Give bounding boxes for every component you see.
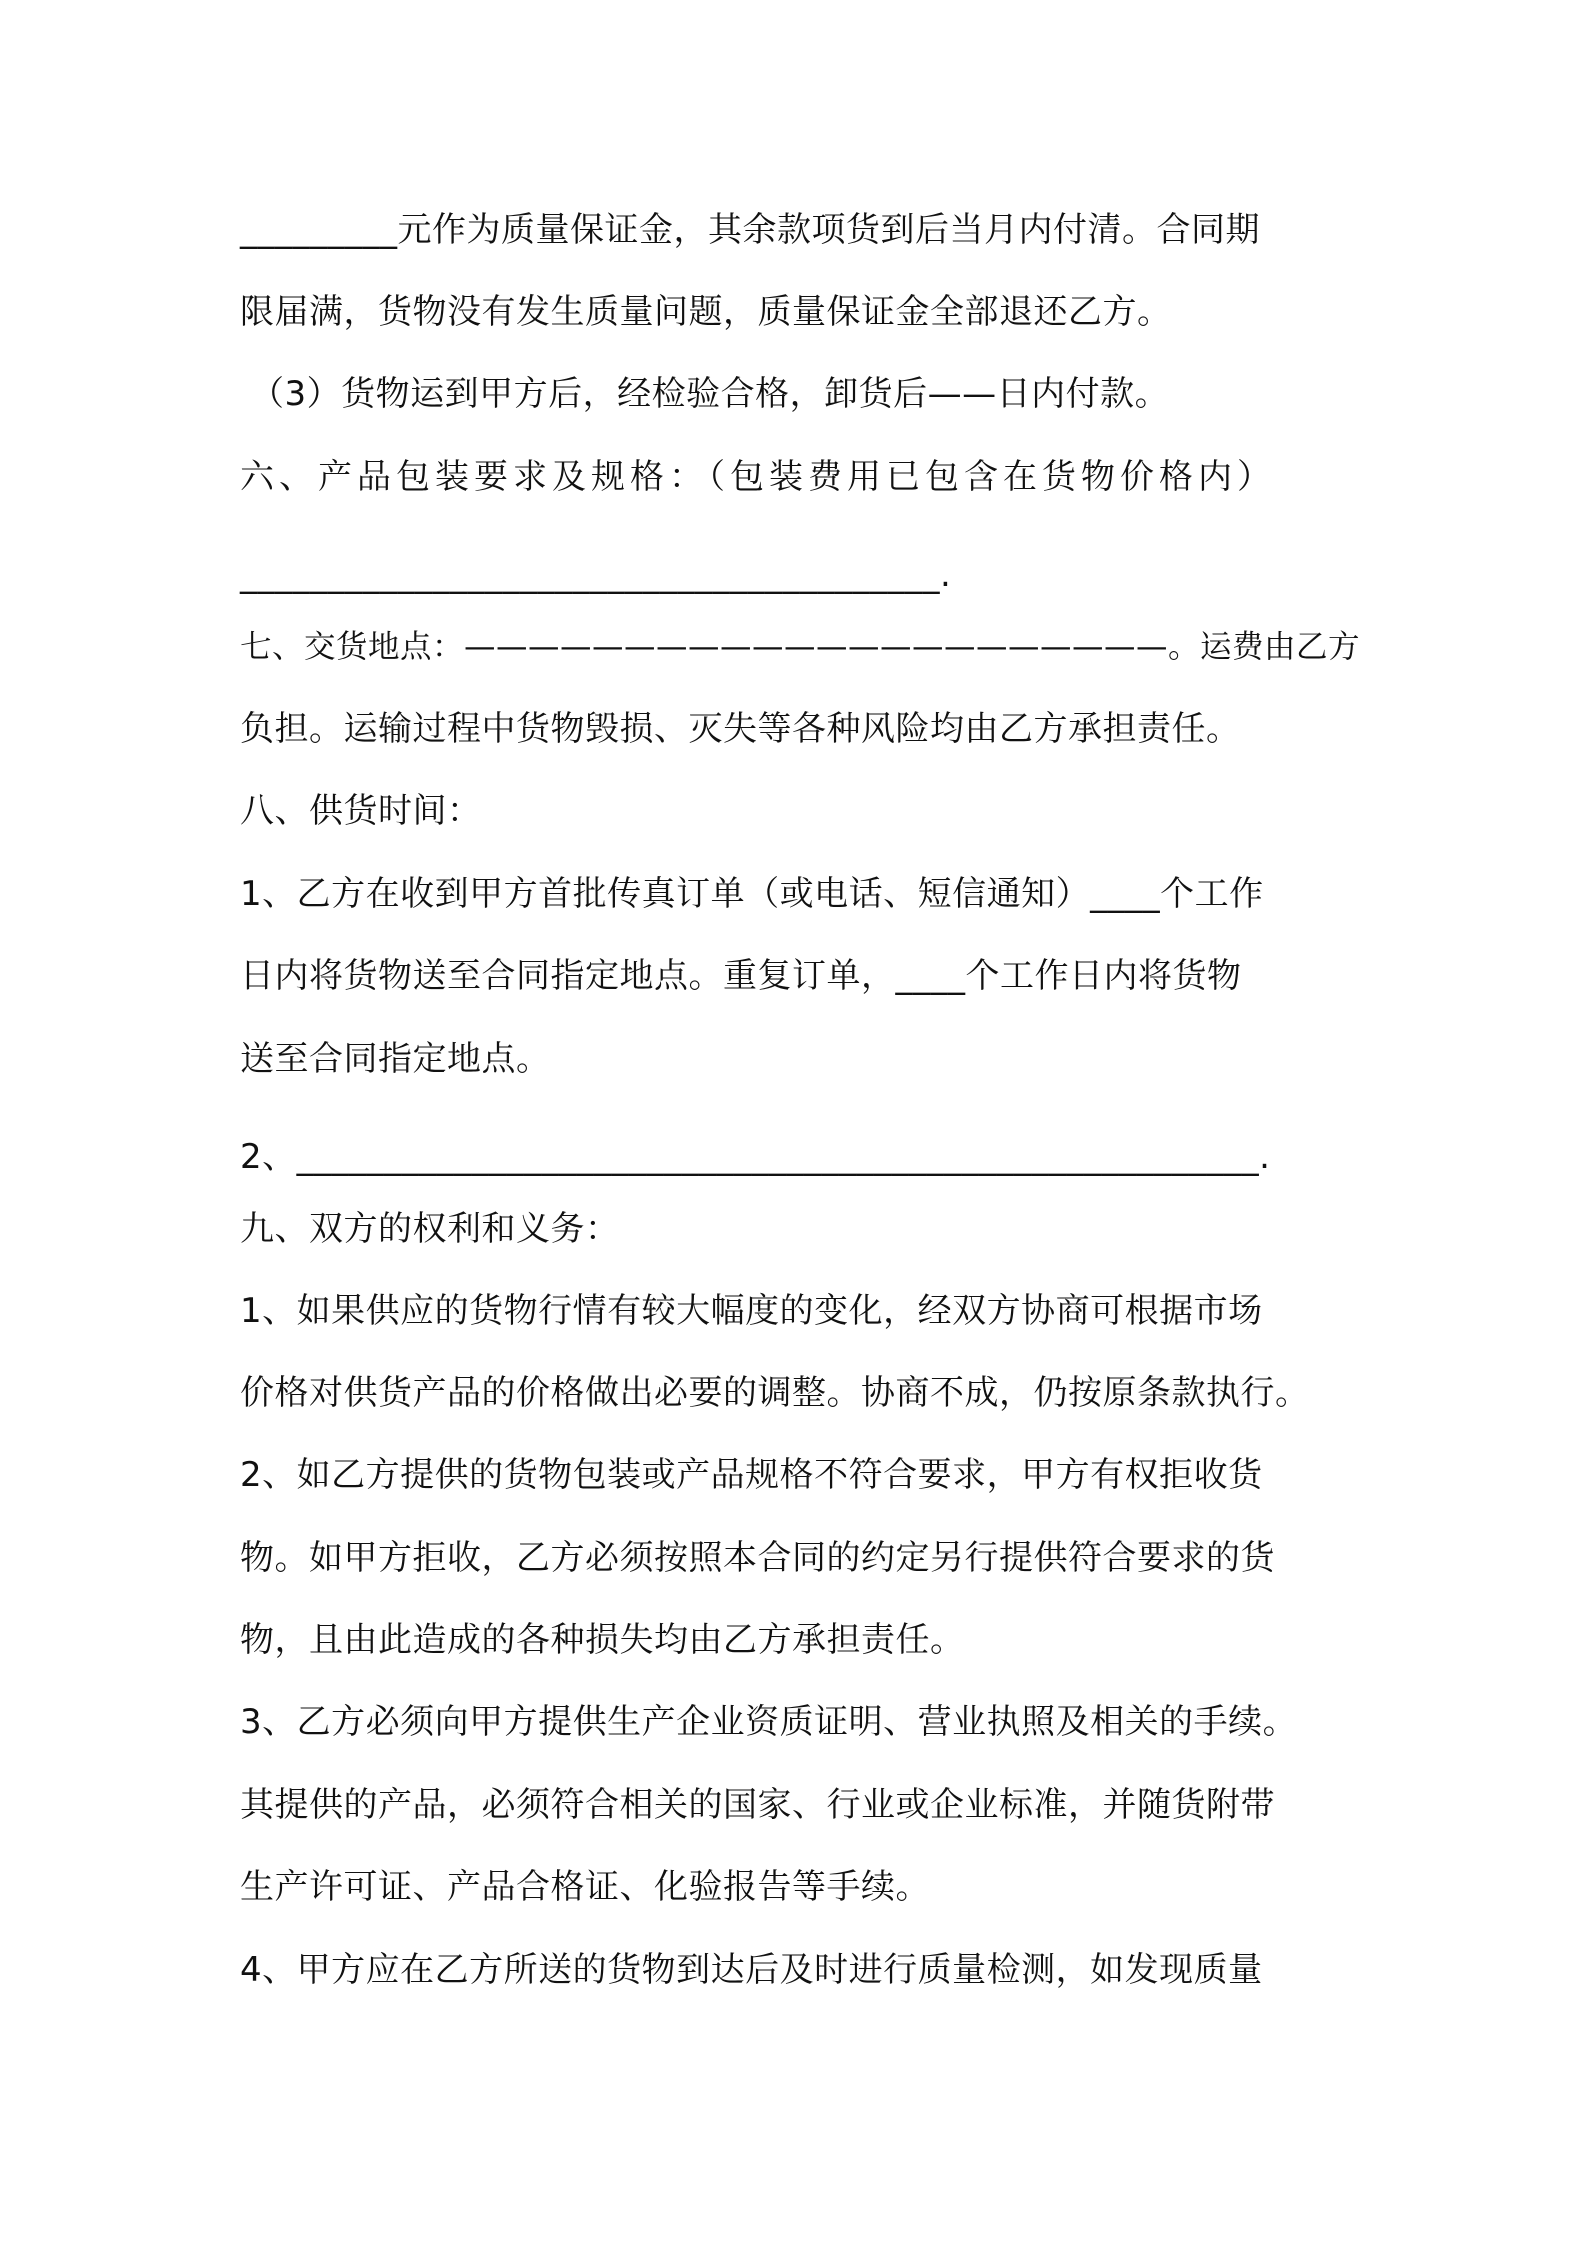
text-line: 送至合同指定地点。	[240, 1039, 551, 1079]
text-line: _________元作为质量保证金，其余款项货到后当月内付清。合同期	[240, 210, 1260, 250]
text-line: 生产许可证、产品合格证、化验报告等手续。	[240, 1867, 930, 1907]
text-line: 物，且由此造成的各种损失均由乙方承担责任。	[240, 1620, 965, 1660]
text-line: （3）货物运到甲方后，经检验合格，卸货后——日内付款。	[250, 374, 1170, 414]
text-line: 负担。运输过程中货物毁损、灭失等各种风险均由乙方承担责任。	[240, 709, 1241, 749]
text-line: 日内将货物送至合同指定地点。重复订单，____个工作日内将货物	[240, 956, 1242, 996]
section-heading: 九、双方的权利和义务：	[240, 1209, 620, 1249]
text-line: 1、乙方在收到甲方首批传真订单（或电话、短信通知）____个工作	[240, 874, 1264, 914]
text-line: 1、如果供应的货物行情有较大幅度的变化，经双方协商可根据市场	[240, 1291, 1263, 1331]
text-line: 4、甲方应在乙方所送的货物到达后及时进行质量检测，如发现质量	[240, 1950, 1263, 1990]
text-line: 物。如甲方拒收，乙方必须按照本合同的约定另行提供符合要求的货	[240, 1538, 1275, 1578]
section-heading: 六、产品包装要求及规格：（包装费用已包含在货物价格内）	[240, 457, 1276, 497]
text-line: 限届满，货物没有发生质量问题，质量保证金全部退还乙方。	[240, 292, 1172, 332]
text-line: 3、乙方必须向甲方提供生产企业资质证明、营业执照及相关的手续。	[240, 1702, 1298, 1742]
text-line: 其提供的产品，必须符合相关的国家、行业或企业标准，并随货附带	[240, 1785, 1275, 1825]
text-line: 2、如乙方提供的货物包装或产品规格不符合要求，甲方有权拒收货	[240, 1455, 1263, 1495]
section-heading: 八、供货时间：	[240, 791, 482, 831]
text-line: 价格对供货产品的价格做出必要的调整。协商不成，仍按原条款执行。	[240, 1373, 1310, 1413]
blank-fill-line: ________________________________________.	[240, 555, 952, 595]
section-heading: 七、交货地点：——————————————————————。运费由乙方	[240, 629, 1361, 665]
blank-fill-line: 2、_______________________________________________________.	[240, 1137, 1271, 1177]
